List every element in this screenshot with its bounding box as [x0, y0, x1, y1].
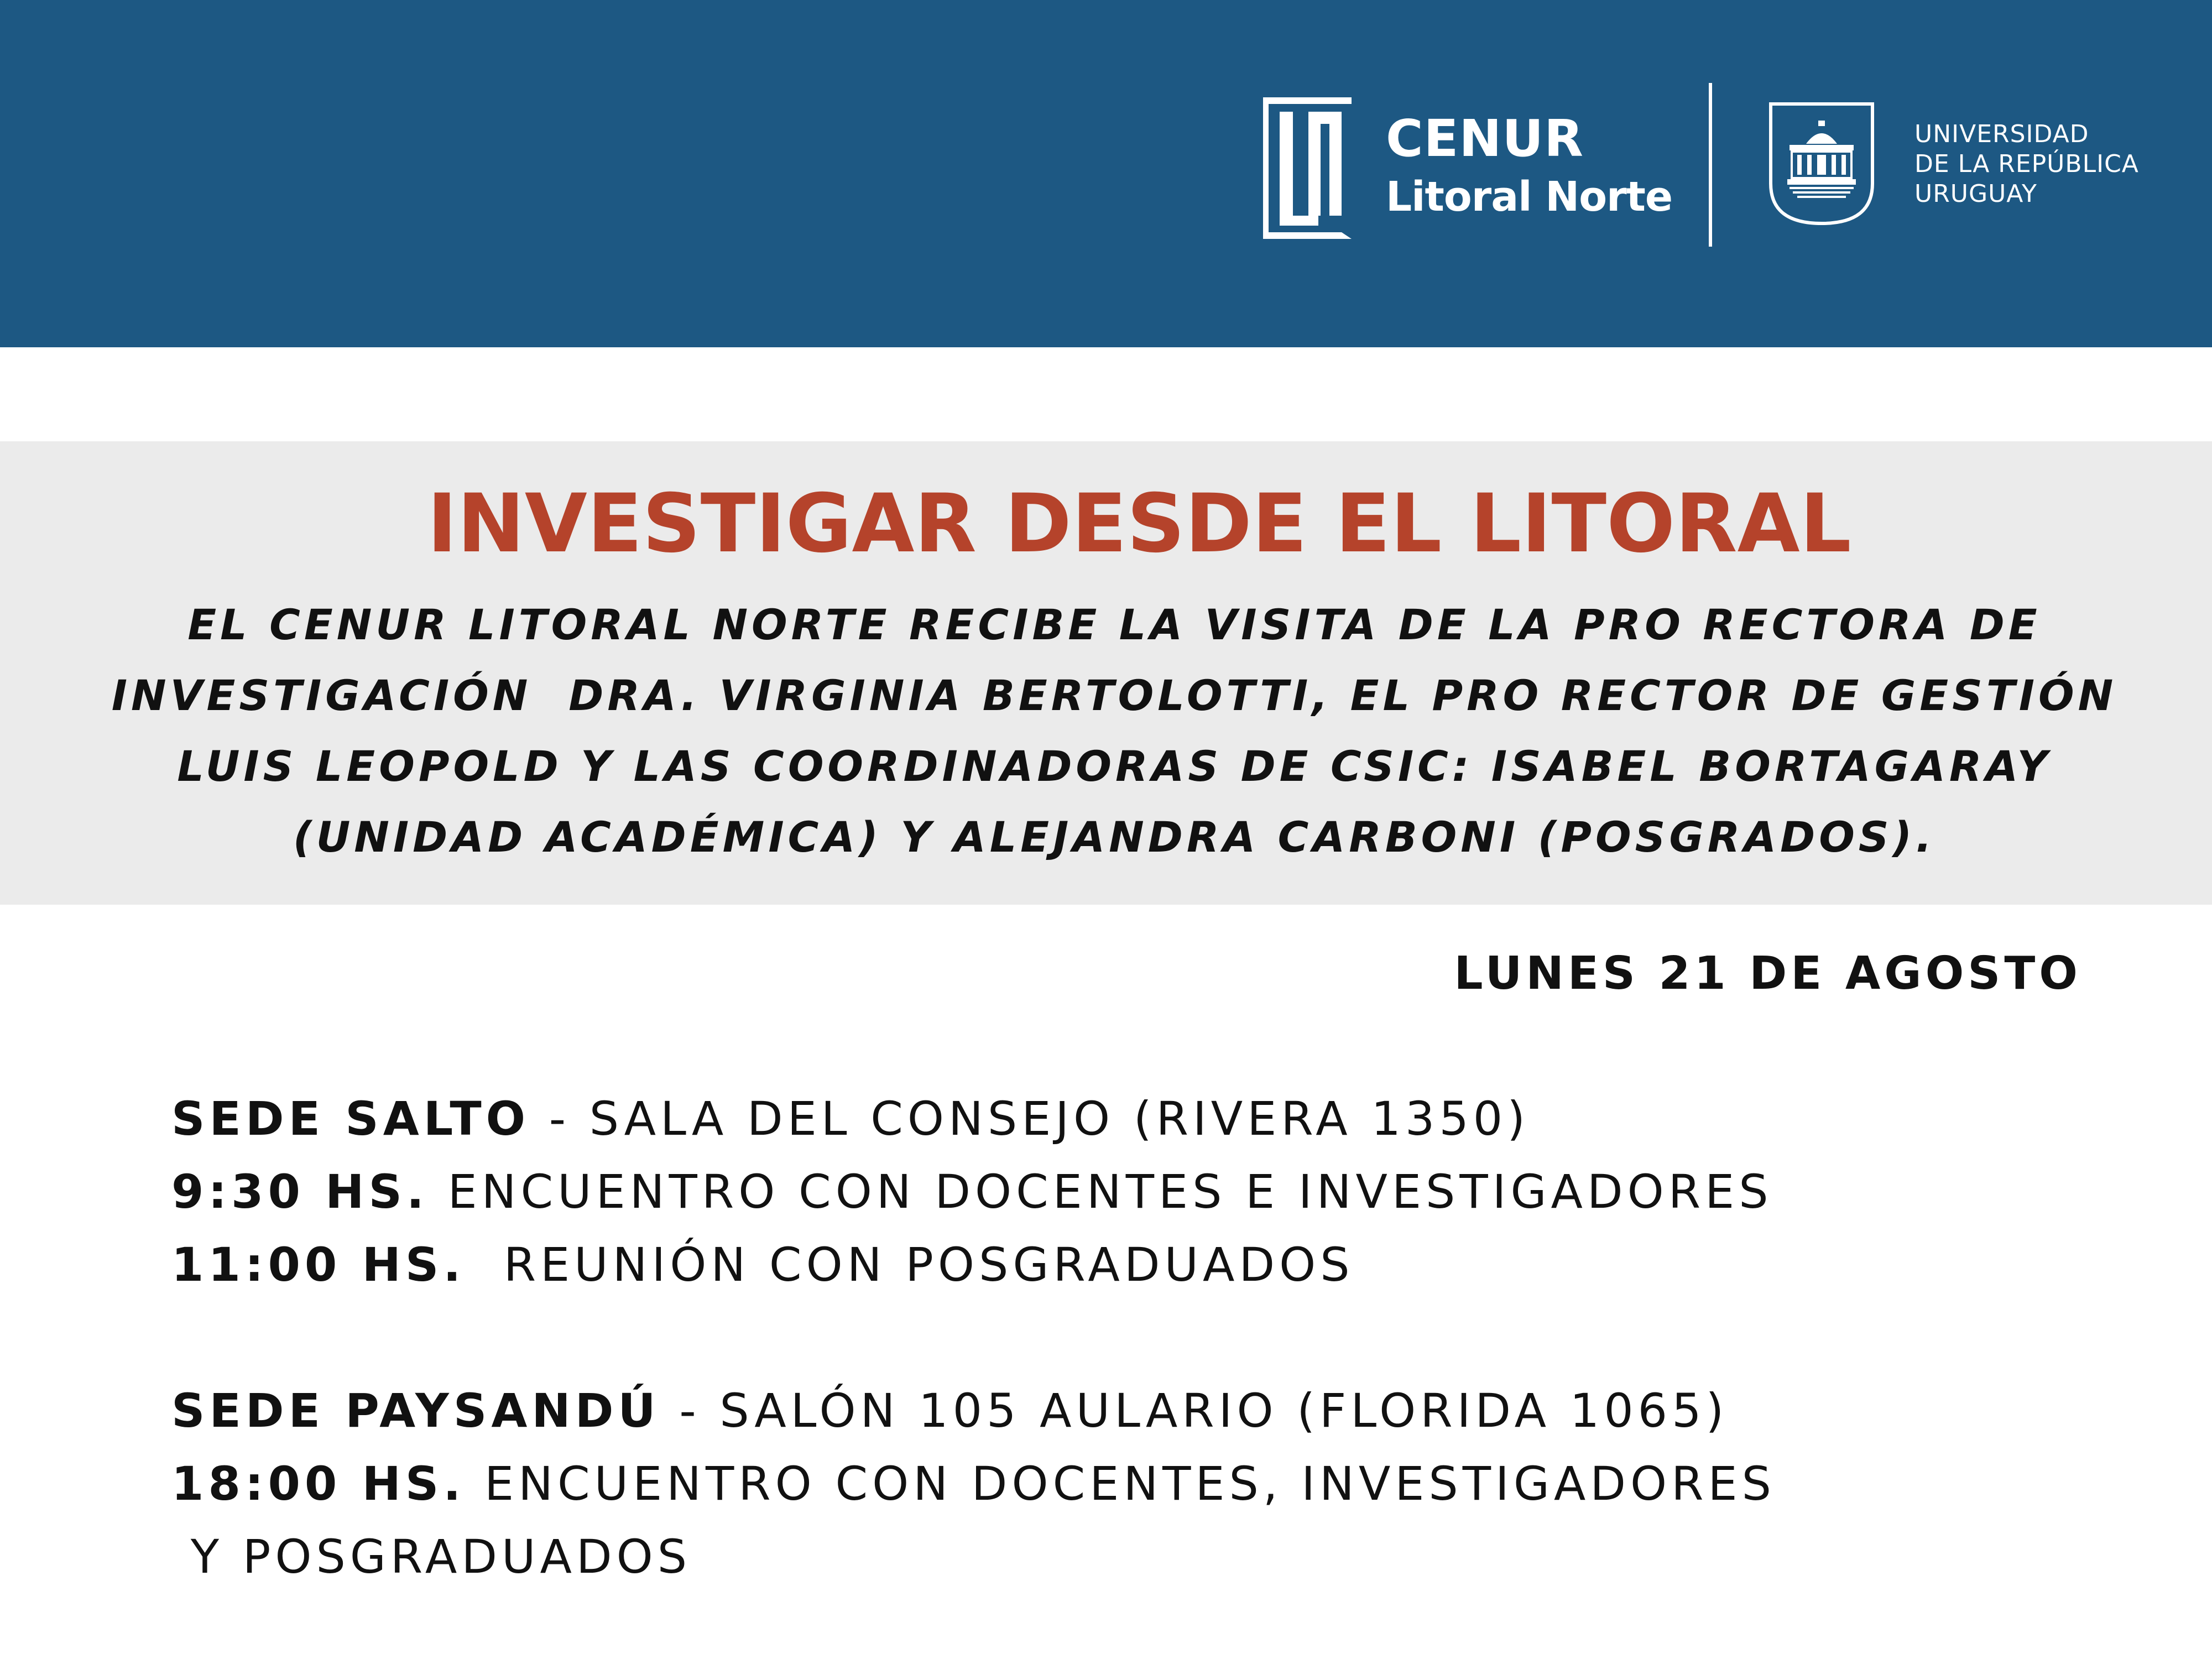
paysandu-venue-detail: - SALÓN 105 AULARIO (FLORIDA 1065)	[660, 1384, 1729, 1438]
paysandu-schedule-item-1	[171, 1453, 1776, 1514]
schedule-activity: REUNIÓN CON POSGRADUADOS	[465, 1238, 1354, 1292]
paysandu-schedule-continuation: Y POSGRADUADOS	[171, 1530, 692, 1584]
event-description-line-1: EL CENUR LITORAL NORTE RECIBE LA VISITA DE LA PRO RECTORA DE	[187, 600, 2041, 649]
cenur-ln-logo-icon	[1259, 93, 1356, 243]
udelar-seal-icon	[1767, 101, 1876, 227]
schedule-activity: ENCUENTRO CON DOCENTES, INVESTIGADORES	[465, 1457, 1776, 1511]
salto-schedule-item-1	[171, 1161, 1773, 1222]
university-name-line-3: URUGUAY	[1914, 180, 2037, 208]
schedule-activity: ENCUENTRO CON DOCENTES E INVESTIGADORES	[428, 1165, 1773, 1219]
university-name-line-1: UNIVERSIDAD	[1914, 120, 2089, 148]
salto-venue-line	[171, 1088, 1530, 1149]
header-divider	[1709, 83, 1712, 247]
schedule-time: 11:00 HS.	[171, 1238, 466, 1292]
event-description-line-2: INVESTIGACIÓN DRA. VIRGINIA BERTOLOTTI, EL PRO RECTOR DE GESTIÓN	[111, 671, 2117, 720]
event-description-line-3: LUIS LEOPOLD Y LAS COORDINADORAS DE CSIC: ISABEL BORTAGARAY	[177, 742, 2052, 791]
header-banner	[0, 0, 2212, 347]
event-title: INVESTIGAR DESDE EL LITORAL	[427, 477, 1851, 571]
salto-venue-detail: - SALA DEL CONSEJO (RIVERA 1350)	[530, 1092, 1530, 1146]
paysandu-venue-line	[171, 1380, 1728, 1441]
event-date: LUNES 21 DE AGOSTO	[1454, 947, 2081, 1000]
paysandu-venue-name: SEDE PAYSANDÚ	[171, 1384, 660, 1438]
schedule-time: 9:30 HS.	[171, 1165, 429, 1219]
brand-name: CENUR	[1386, 109, 1584, 168]
brand-subtitle: Litoral Norte	[1386, 173, 1673, 221]
event-description-line-4: (UNIDAD ACADÉMICA) Y ALEJANDRA CARBONI (POSGRADOS).	[293, 812, 1936, 862]
salto-schedule-item-2	[171, 1234, 1354, 1295]
schedule-time: 18:00 HS.	[171, 1457, 466, 1511]
university-name-line-2: DE LA REPÚBLICA	[1914, 150, 2139, 178]
salto-venue-name: SEDE SALTO	[171, 1092, 530, 1146]
